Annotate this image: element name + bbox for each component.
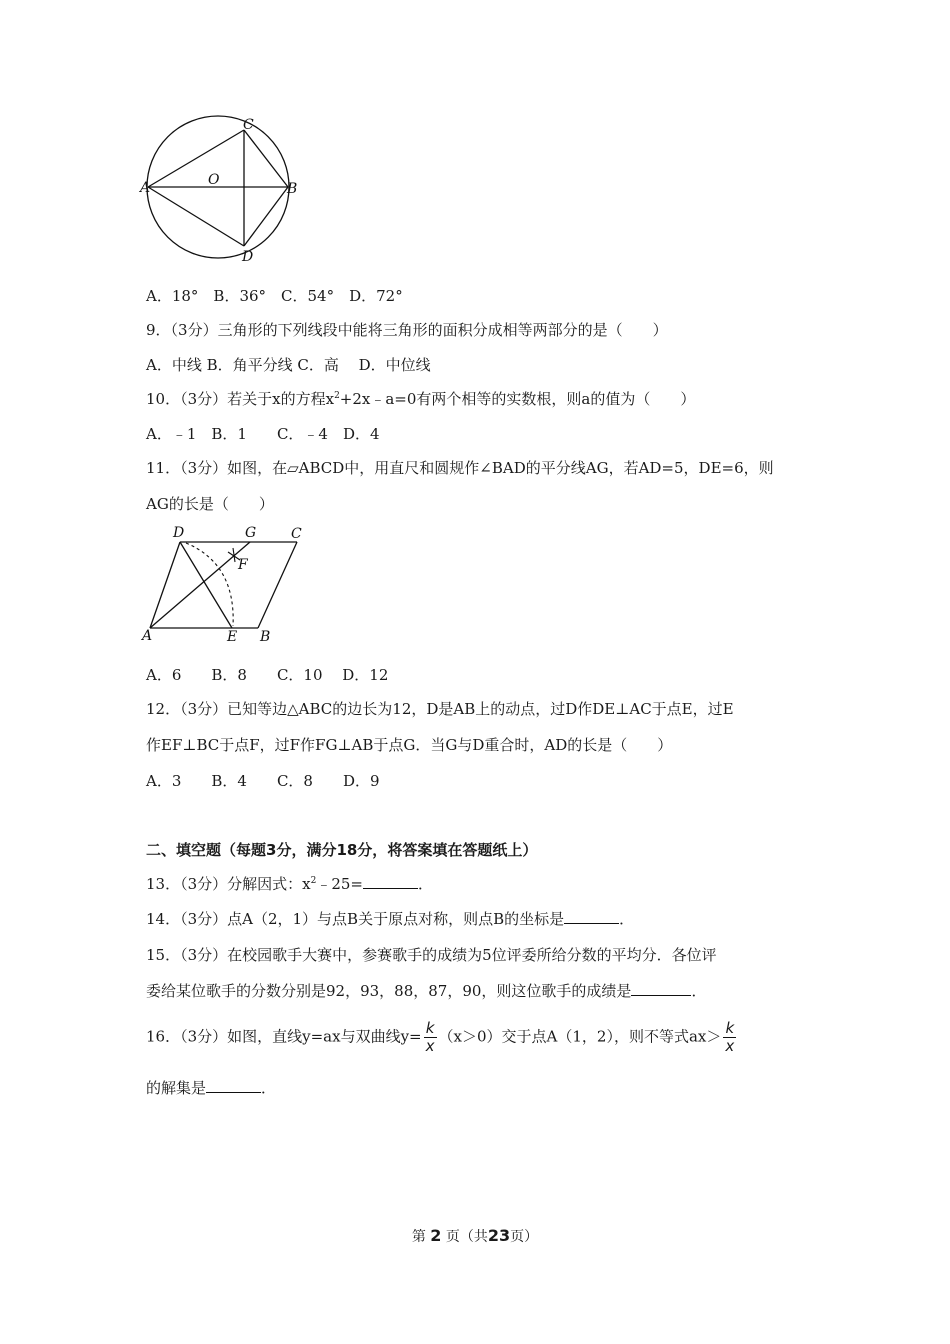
q13-post: ﹣25= (316, 875, 363, 893)
label-a2: A (142, 628, 153, 644)
q13-pre: 13．（3分）分解因式：x (146, 875, 311, 893)
label-o: O (208, 172, 220, 188)
label-g: G (245, 525, 257, 541)
q16-answer-blank[interactable] (206, 1078, 261, 1093)
label-b: B (287, 181, 298, 197)
fraction-denominator: x (425, 1037, 435, 1055)
q12-stem-line2: 作EF⊥BC于点F，过F作FG⊥AB于点G．当G与D重合时，AD的长是（ ） (146, 736, 673, 754)
segment-ad (148, 187, 244, 246)
fraction-numerator: k (723, 1020, 736, 1038)
q15-end: ． (691, 982, 707, 1000)
q10-stem (146, 389, 695, 409)
q13-stem (146, 874, 433, 894)
q10-stem-pre: 10．（3分）若关于x的方程x (146, 390, 335, 408)
q11-stem-line1: 11．（3分）如图，在▱ABCD中，用直尺和圆规作∠BAD的平分线AG，若AD=5，DE=6，则 (146, 459, 774, 477)
segment-db (244, 187, 288, 246)
label-b2: B (260, 629, 271, 645)
label-f: F (238, 557, 248, 573)
q16-end: ． (261, 1079, 277, 1097)
q16-pre: 16．（3分）如图，直线y=ax与双曲线y= (146, 1027, 422, 1046)
q12-stem-line1: 12．（3分）已知等边△ABC的边长为12，D是AB上的动点，过D作DE⊥AC于点E，过E (146, 700, 734, 718)
q9-stem: 9．（3分）三角形的下列线段中能将三角形的面积分成相等两部分的是（ ） (146, 321, 668, 339)
q13-answer-blank[interactable] (363, 874, 418, 889)
q14-stem (146, 909, 634, 929)
footer-mid: 页（共 (445, 1229, 488, 1245)
q15-line2 (146, 981, 706, 1001)
q16-line2-pre: 的解集是 (146, 1079, 207, 1097)
q16-mid: （x＞0）交于点A（1，2），则不等式ax＞ (438, 1027, 722, 1046)
label-d2: D (173, 525, 185, 541)
compass-arc (186, 543, 233, 626)
q12-options: A．3 B．4 C．8 D．9 (146, 772, 380, 790)
fraction-numerator: k (424, 1020, 437, 1038)
label-e: E (227, 629, 238, 645)
segment-ac (148, 130, 244, 187)
segment-cb (244, 130, 288, 187)
section2-heading: 二、填空题（每题3分，满分18分，将答案填在答题纸上） (146, 841, 538, 859)
footer-post: 页） (510, 1229, 539, 1245)
q15-line2-pre: 委给某位歌手的分数分别是92，93，88，87，90，则这位歌手的成绩是 (146, 982, 632, 1000)
footer-page-number: 2 (430, 1226, 442, 1245)
q16-line1 (146, 1020, 738, 1055)
q13-end: ． (417, 875, 433, 893)
fraction-k-over-x-1 (424, 1020, 437, 1055)
q11-stem-line2: AG的长是（ ） (146, 495, 274, 513)
q10-stem-post: +2x﹣a=0有两个相等的实数根，则a的值为（ ） (339, 390, 696, 408)
q10-options: A．﹣1 B．1 C．﹣4 D．4 (146, 425, 380, 443)
q13-exponent: 2 (310, 876, 317, 886)
q15-line1: 15．（3分）在校园歌手大赛中，参赛歌手的成绩为5位评委所给分数的平均分．各位评 (146, 946, 717, 964)
q16-line2 (146, 1078, 276, 1098)
side-cb (258, 542, 297, 628)
parallelogram-figure (140, 522, 315, 647)
q14-answer-blank[interactable] (564, 909, 619, 924)
page-footer (0, 1226, 950, 1246)
q14-end: ． (619, 910, 635, 928)
q9-options: A．中线 B．角平分线 C．高 D．中位线 (146, 356, 431, 374)
footer-total-pages: 23 (487, 1226, 511, 1245)
label-c: C (243, 117, 254, 133)
q15-answer-blank[interactable] (631, 981, 691, 996)
fraction-k-over-x-2 (723, 1020, 736, 1055)
footer-pre: 第 (411, 1229, 426, 1245)
label-a: A (140, 180, 151, 196)
q10-exponent: 2 (334, 391, 340, 401)
q14-pre: 14．（3分）点A（2，1）与点B关于原点对称，则点B的坐标是 (146, 910, 565, 928)
q11-options: A．6 B．8 C．10 D．12 (146, 666, 389, 684)
circle-figure (138, 115, 308, 265)
segment-de (180, 542, 232, 628)
q8-options: A．18° B．36° C．54° D．72° (146, 287, 403, 305)
label-c2: C (291, 526, 302, 542)
label-d: D (242, 249, 254, 265)
fraction-denominator: x (725, 1037, 735, 1055)
